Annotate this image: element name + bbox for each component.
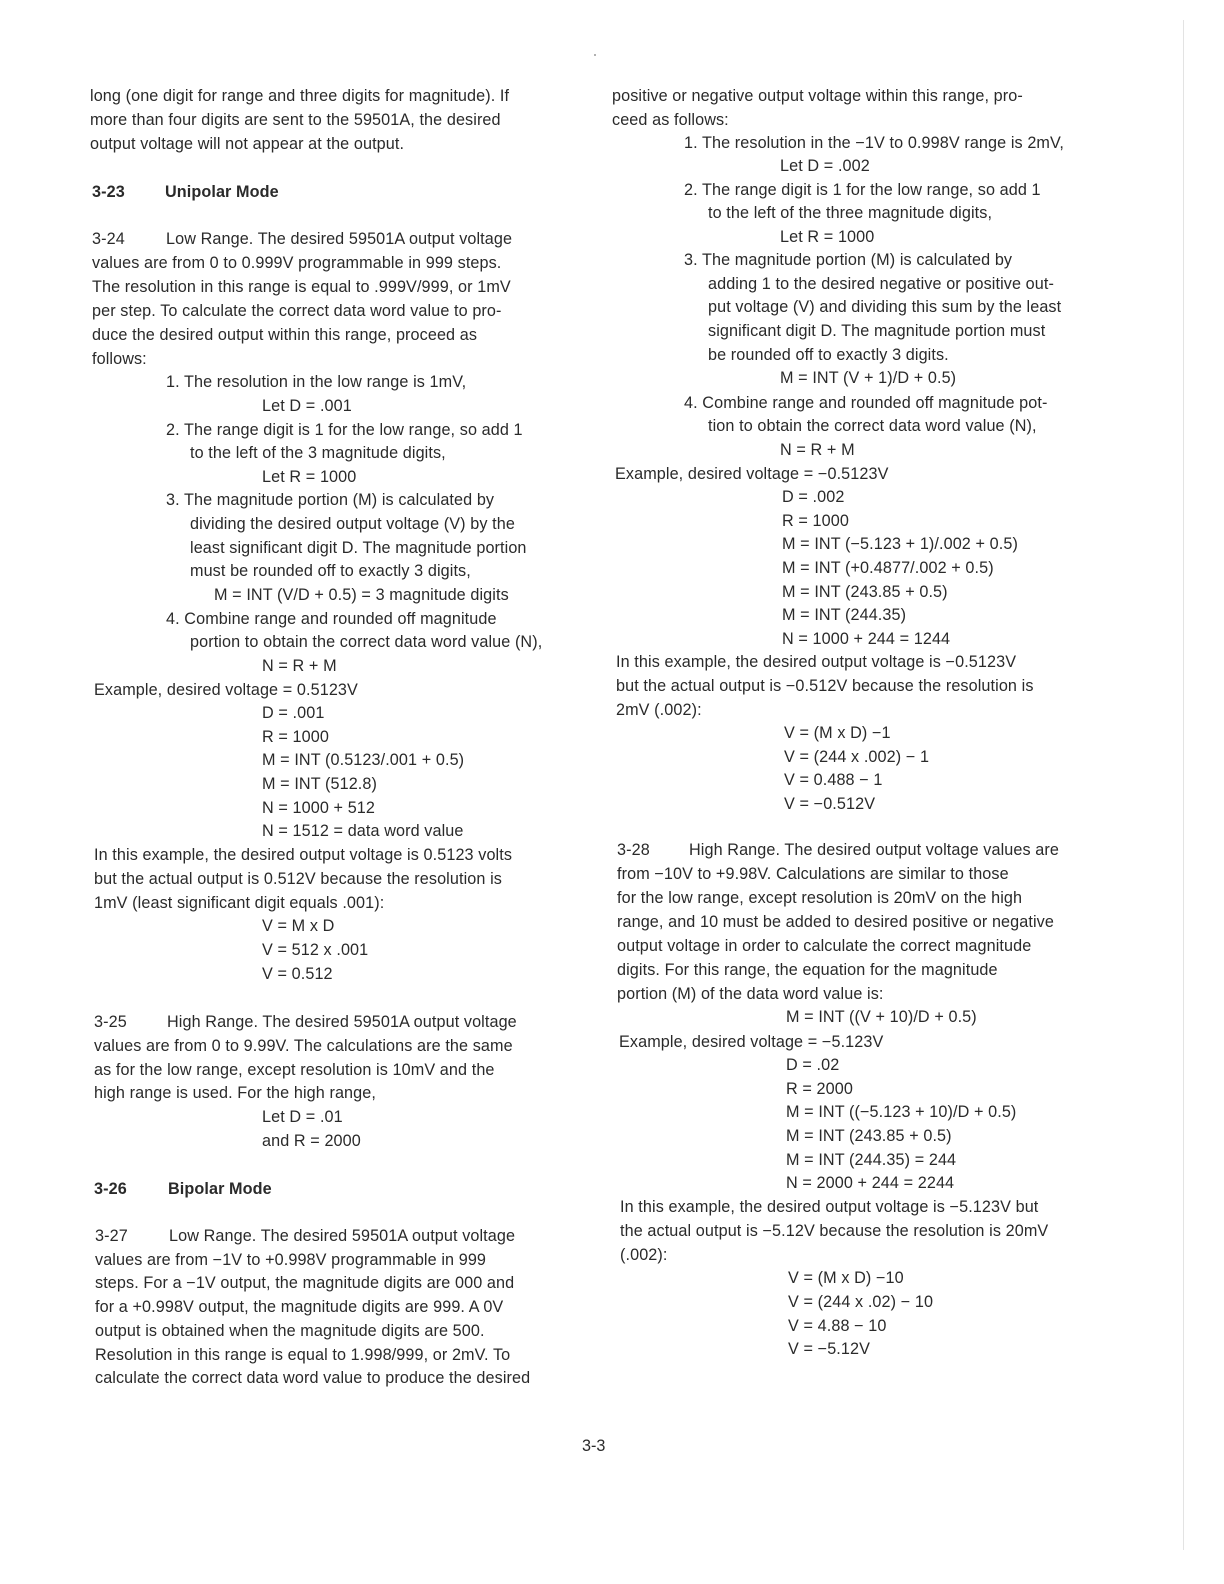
right-column-line: V = 4.88 − 10 (788, 1317, 887, 1335)
right-column-line: (.002): (620, 1246, 668, 1264)
right-column-line: range, and 10 must be added to desired positive or negative (617, 913, 1054, 931)
right-column-line: R = 2000 (786, 1080, 853, 1098)
right-column-line: V = 0.488 − 1 (784, 771, 883, 789)
left-column-line: Resolution in this range is equal to 1.998/999, or 2mV. To (95, 1346, 511, 1364)
left-column-line: 2. The range digit is 1 for the low range, so add 1 (166, 421, 523, 439)
right-column-line: from −10V to +9.98V. Calculations are similar to those (617, 865, 1009, 883)
right-column-line: adding 1 to the desired negative or positive out- (708, 275, 1054, 293)
right-column-line: Example, desired voltage = −5.123V (619, 1033, 884, 1051)
right-column-line: 2mV (.002): (616, 701, 702, 719)
right-column-line: positive or negative output voltage within this range, pro- (612, 87, 1023, 105)
page-number: 3-3 (582, 1437, 606, 1455)
left-column-line: values are from 0 to 0.999V programmable in 999 steps. (92, 254, 502, 272)
right-column-line: but the actual output is −0.512V because the resolution is (616, 677, 1034, 695)
right-column-line: digits. For this range, the equation for the magnitude (617, 961, 998, 979)
right-column-line: M = INT (+0.4877/.002 + 0.5) (782, 559, 994, 577)
right-column-line: M = INT (244.35) (782, 606, 907, 624)
left-column-line: In this example, the desired output voltage is 0.5123 volts (94, 846, 513, 864)
left-column-line: least significant digit D. The magnitude portion (190, 539, 527, 557)
left-column-line: per step. To calculate the correct data word value to pro- (92, 302, 502, 320)
left-column-line: V = 0.512 (262, 965, 333, 983)
left-column-line: N = R + M (262, 657, 337, 675)
left-column-line: and R = 2000 (262, 1132, 361, 1150)
left-column-line: The resolution in this range is equal to .999V/999, or 1mV (92, 278, 511, 296)
right-column-line: for the low range, except resolution is 20mV on the high (617, 889, 1023, 907)
left-column-line: output is obtained when the magnitude digits are 500. (95, 1322, 485, 1340)
left-column-line: 3. The magnitude portion (M) is calculated by (166, 491, 495, 509)
left-column-line: Bipolar Mode (168, 1180, 272, 1198)
right-column-line: N = R + M (780, 441, 855, 459)
right-column-line: 1. The resolution in the −1V to 0.998V range is 2mV, (684, 134, 1065, 152)
left-column-line: for a +0.998V output, the magnitude digits are 999. A 0V (95, 1298, 504, 1316)
left-column-line: but the actual output is 0.512V because the resolution is (94, 870, 502, 888)
left-column-line: 1mV (least significant digit equals .001): (94, 894, 385, 912)
right-column-line: High Range. The desired output voltage values are (689, 841, 1059, 859)
left-column-line: Let D = .001 (262, 397, 352, 415)
right-column-line: put voltage (V) and dividing this sum by the least (708, 298, 1062, 316)
left-column-line: Let R = 1000 (262, 468, 357, 486)
right-column-line: M = INT (244.35) = 244 (786, 1151, 957, 1169)
left-column-line: calculate the correct data word value to produce the desired (95, 1369, 531, 1387)
left-column-line: portion to obtain the correct data word value (N), (190, 633, 543, 651)
right-column-line: the actual output is −5.12V because the resolution is 20mV (620, 1222, 1049, 1240)
left-column-line: as for the low range, except resolution is 10mV and the (94, 1061, 495, 1079)
left-column-line: R = 1000 (262, 728, 329, 746)
left-column-line: 3-25 (94, 1013, 127, 1031)
right-column-line: M = INT ((−5.123 + 10)/D + 0.5) (786, 1103, 1017, 1121)
right-column-line: Let R = 1000 (780, 228, 875, 246)
right-column-line: N = 1000 + 244 = 1244 (782, 630, 951, 648)
right-column-line: portion (M) of the data word value is: (617, 985, 884, 1003)
left-column-line: 3-24 (92, 230, 125, 248)
right-column-line: N = 2000 + 244 = 2244 (786, 1174, 955, 1192)
left-column-line: follows: (92, 350, 147, 368)
right-column-line: 3-28 (617, 841, 650, 859)
right-column-line: M = INT (243.85 + 0.5) (782, 583, 948, 601)
left-column-line: Unipolar Mode (165, 183, 279, 201)
right-column-line: 3. The magnitude portion (M) is calculated by (684, 251, 1013, 269)
left-column-line: steps. For a −1V output, the magnitude digits are 000 and (95, 1274, 515, 1292)
right-column-line: tion to obtain the correct data word value (N), (708, 417, 1037, 435)
right-column-line: M = INT ((V + 10)/D + 0.5) (786, 1008, 977, 1026)
right-column-line: M = INT (−5.123 + 1)/.002 + 0.5) (782, 535, 1018, 553)
left-column-line: High Range. The desired 59501A output voltage (167, 1013, 517, 1031)
right-column-line: M = INT (243.85 + 0.5) (786, 1127, 952, 1145)
left-column-line: to the left of the 3 magnitude digits, (190, 444, 446, 462)
left-column-line: long (one digit for range and three digits for magnitude). If (90, 87, 510, 105)
left-column-line: V = M x D (262, 917, 335, 935)
right-column-line: V = (244 x .002) − 1 (784, 748, 930, 766)
left-column-line: 3-27 (95, 1227, 128, 1245)
left-column-line: Low Range. The desired 59501A output voltage (169, 1227, 516, 1245)
right-column-line: V = (M x D) −1 (784, 724, 891, 742)
left-column-line: high range is used. For the high range, (94, 1084, 376, 1102)
left-column-line: 1. The resolution in the low range is 1mV, (166, 373, 467, 391)
left-column-line: dividing the desired output voltage (V) by the (190, 515, 515, 533)
left-column-line: M = INT (0.5123/.001 + 0.5) (262, 751, 465, 769)
left-column-line: 3-26 (94, 1180, 127, 1198)
left-column-line: 4. Combine range and rounded off magnitude (166, 610, 497, 628)
right-column-line: V = (244 x .02) − 10 (788, 1293, 934, 1311)
right-column-line: ceed as follows: (612, 111, 729, 129)
left-column-line: N = 1512 = data word value (262, 822, 464, 840)
right-column-line: be rounded off to exactly 3 digits. (708, 346, 949, 364)
left-column-line: D = .001 (262, 704, 325, 722)
right-column-line: significant digit D. The magnitude portion must (708, 322, 1046, 340)
right-column-line: 2. The range digit is 1 for the low range, so add 1 (684, 181, 1041, 199)
left-column-line: Low Range. The desired 59501A output voltage (166, 230, 513, 248)
right-column-line: D = .002 (782, 488, 845, 506)
left-column-line: more than four digits are sent to the 59501A, the desired (90, 111, 501, 129)
left-column-line: M = INT (512.8) (262, 775, 378, 793)
right-column-line: M = INT (V + 1)/D + 0.5) (780, 369, 957, 387)
right-column-line: Example, desired voltage = −0.5123V (615, 465, 889, 483)
right-column-line: Let D = .002 (780, 157, 870, 175)
left-column-line: Let D = .01 (262, 1108, 343, 1126)
right-column-line: V = −5.12V (788, 1340, 871, 1358)
left-column-line: output voltage will not appear at the output. (90, 135, 405, 153)
scan-speck (594, 54, 596, 56)
page-edge-line (1183, 20, 1184, 1550)
left-column-line: N = 1000 + 512 (262, 799, 376, 817)
right-column-line: to the left of the three magnitude digits, (708, 204, 993, 222)
right-column-line: output voltage in order to calculate the correct magnitude (617, 937, 1032, 955)
left-column-line: duce the desired output within this range, proceed as (92, 326, 478, 344)
left-column-line: Example, desired voltage = 0.5123V (94, 681, 358, 699)
left-column-line: values are from −1V to +0.998V programmable in 999 (95, 1251, 487, 1269)
left-column-line: 3-23 (92, 183, 125, 201)
left-column-line: must be rounded off to exactly 3 digits, (190, 562, 471, 580)
right-column-line: In this example, the desired output voltage is −0.5123V (616, 653, 1017, 671)
left-column-line: V = 512 x .001 (262, 941, 369, 959)
right-column-line: D = .02 (786, 1056, 840, 1074)
right-column-line: R = 1000 (782, 512, 849, 530)
right-column-line: V = −0.512V (784, 795, 876, 813)
right-column-line: V = (M x D) −10 (788, 1269, 904, 1287)
right-column-line: 4. Combine range and rounded off magnitude pot- (684, 394, 1048, 412)
left-column-line: M = INT (V/D + 0.5) = 3 magnitude digits (214, 586, 509, 604)
right-column-line: In this example, the desired output voltage is −5.123V but (620, 1198, 1039, 1216)
left-column-line: values are from 0 to 9.99V. The calculations are the same (94, 1037, 513, 1055)
